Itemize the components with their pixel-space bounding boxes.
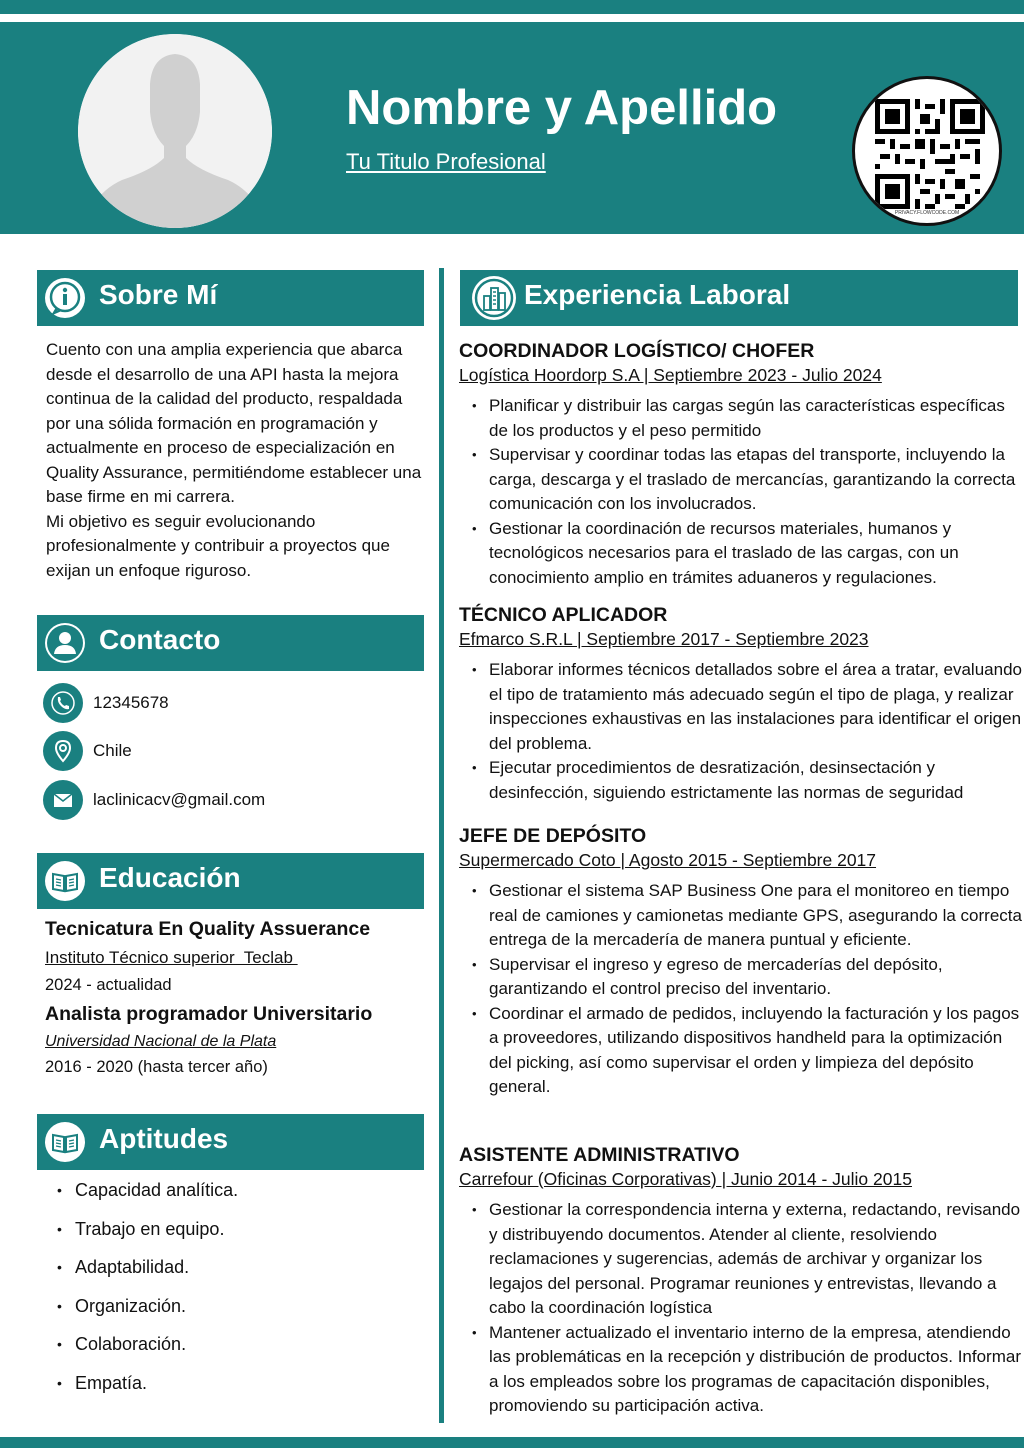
job-bullet: • Supervisar el ingreso y egreso de mercaderías del depósito, garantizando el control preciso del inventario. bbox=[489, 953, 1024, 1002]
contact-phone bbox=[43, 683, 169, 723]
education-years: 2024 - actualidad bbox=[45, 976, 172, 994]
mail-icon bbox=[43, 780, 83, 820]
job-entry bbox=[459, 339, 1024, 590]
education-section-header bbox=[37, 853, 424, 909]
skill-item: • Adaptabilidad. bbox=[75, 1255, 238, 1294]
job-title: JEFE DE DEPÓSITO bbox=[459, 825, 647, 847]
job-company[interactable]: Carrefour (Oficinas Corporativas) | Junio 2014 - Julio 2015 bbox=[459, 1169, 912, 1189]
job-entry bbox=[459, 824, 1024, 1100]
job-bullet: • Planificar y distribuir las cargas según las características específicas de los productos y el peso permitido bbox=[489, 394, 1024, 443]
qr-code[interactable] bbox=[852, 76, 1002, 226]
contact-email bbox=[43, 780, 265, 820]
job-bullet: • Gestionar la correspondencia interna y externa, redactando, revisando y distribuyendo documentos. Atender al cliente, resolviendo reclamaciones y sugerencias, además de archivar y organizar los legajos del personal. Programar reuniones y entrevistas, llevando a cabo la coordinación logística bbox=[489, 1198, 1024, 1321]
job-company[interactable]: Logística Hoordorp S.A | Septiembre 2023 - Julio 2024 bbox=[459, 365, 882, 385]
job-bullet: • Ejecutar procedimientos de desratización, desinsectación y desinfección, siguiendo estrictamente las normas de seguridad bbox=[489, 756, 1024, 805]
skill-item: • Trabajo en equipo. bbox=[75, 1217, 238, 1256]
qr-caption: PRIVACY.FLOWCODE.COM bbox=[894, 210, 960, 216]
education-degree: Tecnicatura En Quality Assuerance bbox=[45, 918, 371, 940]
job-bullet: • Coordinar el armado de pedidos, incluyendo la facturación y los pagos a proveedores, utilizando dispositivos handheld para la optimización del picking, así como supervisar el orden y limpieza del depósito general. bbox=[489, 1002, 1024, 1100]
column-divider bbox=[439, 268, 444, 1423]
about-text: Cuento con una amplia experiencia que abarca desde el desarrollo de una API hasta la mejora continua de la calidad del producto, respaldada por una sólida formación en programación y actualmente en proceso de especialización en Quality Assurance, permitiéndome establecer una base firme en mi carrera. Mi objetivo es seguir evolucionando profesionalmente y contribuir a proyectos que exijan un enfoque riguroso. bbox=[46, 340, 422, 580]
book-icon bbox=[45, 861, 85, 901]
job-bullets bbox=[489, 394, 1024, 590]
skill-item: • Colaboración. bbox=[75, 1332, 238, 1371]
education-degree: Analista programador Universitario bbox=[45, 1003, 373, 1025]
job-company[interactable]: Efmarco S.R.L | Septiembre 2017 - Septiembre 2023 bbox=[459, 629, 869, 649]
education-institution[interactable]: Instituto Técnico superior Teclab bbox=[45, 948, 298, 967]
bottom-accent-bar bbox=[0, 1437, 1024, 1448]
job-entry bbox=[459, 1143, 1024, 1419]
profile-photo bbox=[78, 34, 272, 228]
book-icon bbox=[45, 1122, 85, 1162]
email-address[interactable]: laclinicacv@gmail.com bbox=[93, 790, 266, 809]
skill-item: • Organización. bbox=[75, 1294, 238, 1333]
skills-list bbox=[75, 1178, 238, 1410]
contact-section-header bbox=[37, 615, 424, 671]
education-heading: Educación bbox=[99, 862, 241, 893]
job-bullet: • Mantener actualizado el inventario interno de la empresa, atendiendo las problemáticas en la recepción y distribución de productos. Informar a los empleados sobre los programas de capacitación disponibles, promoviendo su participación activa. bbox=[489, 1321, 1024, 1419]
job-entry bbox=[459, 603, 1024, 805]
job-bullet: • Supervisar y coordinar todas las etapas del transporte, incluyendo la carga, descarga y el traslado de mercancías, garantizando la correcta comunicación con los involucrados. bbox=[489, 443, 1024, 517]
buildings-icon bbox=[472, 276, 516, 320]
job-title: COORDINADOR LOGÍSTICO/ CHOFER bbox=[459, 340, 815, 362]
location-text: Chile bbox=[93, 741, 132, 760]
job-title: ASISTENTE ADMINISTRATIVO bbox=[459, 1144, 740, 1166]
job-bullet: • Elaborar informes técnicos detallados sobre el área a tratar, evaluando el tipo de tratamiento más adecuado según el tipo de plaga, y realizar inspecciones exhaustivas en las instalaciones para identificar el origen del problema. bbox=[489, 658, 1024, 756]
experience-heading: Experiencia Laboral bbox=[524, 279, 791, 310]
person-silhouette-icon bbox=[78, 34, 272, 228]
candidate-name: Nombre y Apellido bbox=[346, 81, 778, 135]
job-company[interactable]: Supermercado Coto | Agosto 2015 - Septiembre 2017 bbox=[459, 850, 877, 870]
phone-icon bbox=[43, 683, 83, 723]
experience-section-header bbox=[460, 270, 1018, 326]
job-bullets bbox=[489, 658, 1024, 805]
phone-number[interactable]: 12345678 bbox=[93, 693, 169, 712]
job-bullets bbox=[489, 879, 1024, 1100]
job-bullets bbox=[489, 1198, 1024, 1419]
user-icon bbox=[45, 623, 85, 663]
job-title: TÉCNICO APLICADOR bbox=[459, 604, 668, 626]
job-bullet: • Gestionar el sistema SAP Business One para el monitoreo en tiempo real de camiones y camionetas mediante GPS, asegurando la correcta entrega de la mercadería de manera puntual y eficiente. bbox=[489, 879, 1024, 953]
qr-code-icon bbox=[875, 99, 985, 209]
education-institution[interactable]: Universidad Nacional de la Plata bbox=[45, 1033, 277, 1050]
skills-section-header bbox=[37, 1114, 424, 1170]
job-bullet: • Gestionar la coordinación de recursos materiales, humanos y tecnológicos necesarios para el traslado de las cargas, con un conocimiento amplio en trámites aduaneros y regulaciones. bbox=[489, 517, 1024, 591]
skill-item: • Capacidad analítica. bbox=[75, 1178, 238, 1217]
skills-heading: Aptitudes bbox=[99, 1123, 229, 1154]
location-pin-icon bbox=[43, 731, 83, 771]
about-heading: Sobre Mí bbox=[99, 279, 218, 310]
info-icon bbox=[45, 278, 85, 318]
education-years: 2016 - 2020 (hasta tercer año) bbox=[45, 1058, 268, 1076]
professional-title[interactable]: Tu Titulo Profesional bbox=[346, 149, 546, 174]
skill-item: • Empatía. bbox=[75, 1371, 238, 1410]
contact-location bbox=[43, 731, 132, 771]
about-section-header bbox=[37, 270, 424, 326]
top-accent-bar bbox=[0, 0, 1024, 14]
contact-heading: Contacto bbox=[99, 624, 221, 655]
